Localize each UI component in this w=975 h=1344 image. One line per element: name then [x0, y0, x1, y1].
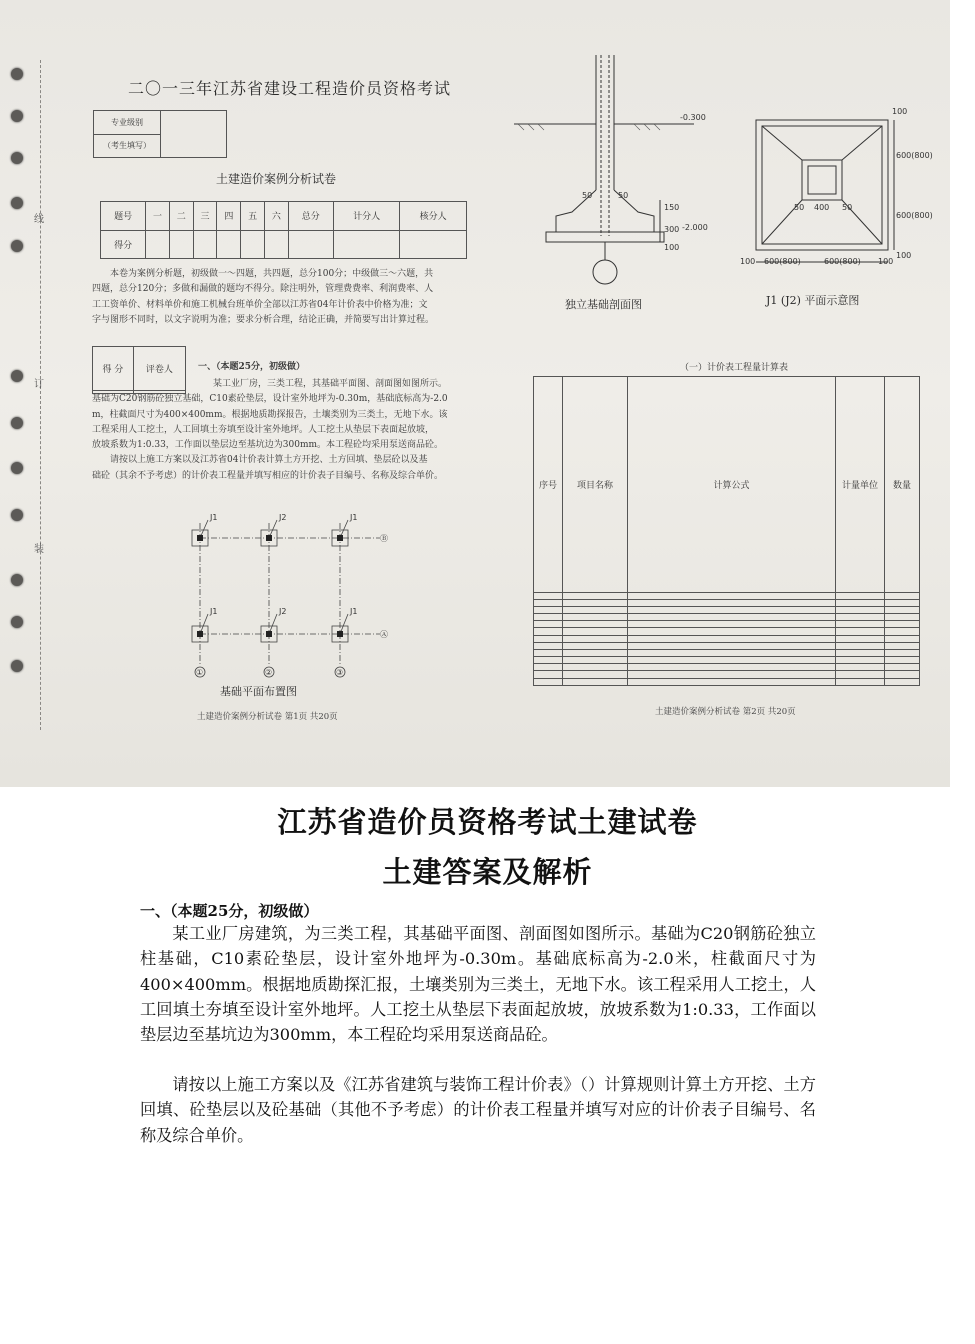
calc-blank-cell	[628, 614, 836, 621]
calc-blank-cell	[885, 599, 920, 606]
plan-dim: 100	[878, 257, 894, 266]
calc-blank-cell	[836, 628, 885, 635]
calc-header-cell: 序号	[534, 377, 563, 593]
calc-blank-cell	[836, 614, 885, 621]
score-header-cell: 三	[193, 202, 217, 231]
plan-dim: 50	[842, 203, 853, 212]
question-line: 请按以上施工方案以及江苏省04计价表计算土方开挖、土方回填、垫层砼以及基	[110, 455, 428, 466]
section-dim: 50	[618, 191, 629, 200]
instructions	[92, 267, 472, 328]
calc-blank-cell	[563, 621, 628, 628]
paragraph: 某工业厂房建筑，为三类工程，其基础平面图、剖面图如图所示。基础为C20钢筋砼独立柱基础，C10素砼垫层，设计室外地坪为-0.30m。基础底标高为-2.0米，柱截面尺寸为400×400mm。根据地质勘探汇报，土壤类别为三类土，无地下水。该工程采用人工挖土，人工回填土夯填至设计室外地坪。人工挖土从垫层下表面起放坡，放坡系数为1:0.33，工作面以垫层边至基坑边为300mm，本工程砼均采用泵送商品砼。	[140, 924, 816, 1045]
calc-blank-row	[534, 635, 920, 642]
footing-plan-bottom-dims	[736, 254, 936, 270]
calc-blank-cell	[534, 606, 563, 613]
major-blank	[161, 111, 227, 158]
axis-label: Ⓑ	[380, 534, 388, 543]
score-header-cell: 总分	[288, 202, 333, 231]
axis-label: ③	[336, 668, 344, 677]
score-table	[100, 201, 467, 259]
instruction-line: 字与图形不同时，以文字说明为准；要求分析合理，结论正确，并简要写出计算过程。	[92, 314, 435, 325]
left-page	[0, 0, 500, 787]
calc-blank-cell	[628, 657, 836, 664]
calc-blank-cell	[534, 635, 563, 642]
calc-blank-cell	[563, 614, 628, 621]
binder-hole	[11, 616, 23, 628]
calc-blank-row	[534, 606, 920, 613]
calc-blank-cell	[885, 621, 920, 628]
calc-blank-cell	[628, 642, 836, 649]
question-line: 某工业厂房，三类工程，其基础平面图、剖面图如图所示。	[213, 379, 448, 389]
calc-blank-cell	[534, 621, 563, 628]
binder-hole	[11, 462, 23, 474]
binder-hole	[11, 152, 23, 164]
plan-dim: 50	[794, 203, 805, 212]
calc-blank-cell	[563, 635, 628, 642]
calc-blank-cell	[628, 606, 836, 613]
calc-blank-cell	[836, 642, 885, 649]
major-label: 专业级别	[94, 111, 161, 135]
axis-label: ②	[265, 668, 273, 677]
calc-blank-cell	[563, 649, 628, 656]
calc-header-cell: 计量单位	[836, 377, 885, 593]
gutter-mark: 线	[34, 214, 44, 225]
calc-blank-cell	[563, 606, 628, 613]
calc-blank-cell	[563, 599, 628, 606]
calc-blank-row	[534, 628, 920, 635]
binder-hole	[11, 197, 23, 209]
calc-header-row	[534, 377, 920, 593]
calc-table-title: （一）计价表工程量计算表	[680, 363, 789, 373]
major-box	[93, 110, 227, 158]
question-header: 一、（本题25分，初级做）	[198, 362, 306, 372]
calc-blank-cell	[836, 635, 885, 642]
footing-label: J2	[279, 607, 287, 616]
plan-detail-caption: J1 (J2) 平面示意图	[766, 294, 860, 307]
calc-blank-cell	[836, 664, 885, 671]
footing-label: J1	[210, 513, 218, 522]
grader-label: 得 分	[93, 347, 134, 391]
footing-plan-detail	[736, 100, 933, 272]
instruction-line: 本卷为案例分析题，初级做一～四题，共四题，总分100分；中级做三～六题，共	[110, 269, 434, 279]
calc-blank-cell	[628, 671, 836, 678]
plan-dim: 600(800)	[764, 257, 801, 266]
calc-blank-cell	[534, 592, 563, 599]
score-header-cell: 核分人	[400, 202, 467, 231]
calc-header-cell: 项目名称	[563, 377, 628, 593]
section-caption: 独立基础剖面图	[565, 298, 642, 311]
score-header-cell: 一	[146, 202, 170, 231]
calc-blank-cell	[885, 642, 920, 649]
calc-blank-row	[534, 657, 920, 664]
section-dim: 150	[664, 203, 680, 212]
plan-dim: 100	[892, 107, 908, 116]
binder-hole	[11, 110, 23, 122]
gutter-mark: 装	[34, 544, 44, 555]
paragraph: 请按以上施工方案以及《江苏省建筑与装饰工程计价表》（）计算规则计算土方开挖、土方回填、砼垫层以及砼基础（其他不予考虑）的计价表工程量并填写对应的计价表子目编号、名称及综合单价。	[140, 1075, 816, 1145]
calc-blank-row	[534, 664, 920, 671]
calc-blank-cell	[563, 657, 628, 664]
major-note: （考生填写）	[94, 134, 161, 158]
calc-blank-row	[534, 599, 920, 606]
calc-blank-cell	[534, 599, 563, 606]
binder-hole	[11, 417, 23, 429]
calc-blank-cell	[885, 614, 920, 621]
axis-label: ①	[196, 668, 204, 677]
calc-blank-cell	[885, 664, 920, 671]
calc-blank-cell	[628, 678, 836, 685]
calc-blank-cell	[885, 678, 920, 685]
plan-dim: 100	[896, 251, 912, 260]
calc-blank-cell	[885, 635, 920, 642]
calc-blank-cell	[563, 628, 628, 635]
paper-title: 二〇一三年江苏省建设工程造价员资格考试	[128, 79, 452, 98]
binder-hole	[11, 509, 23, 521]
calc-blank-cell	[836, 592, 885, 599]
calc-blank-cell	[885, 649, 920, 656]
calc-blank-cell	[628, 664, 836, 671]
elevation-label: -2.000	[682, 223, 708, 232]
calc-blank-cell	[628, 628, 836, 635]
binder-hole	[11, 240, 23, 252]
calc-blank-row	[534, 592, 920, 599]
calc-blank-cell	[534, 657, 563, 664]
question-line: 基础为C20钢筋砼独立基础，C10素砼垫层，设计室外地坪为-0.30m，基础底标高为-2.0	[92, 394, 448, 405]
calc-blank-cell	[836, 657, 885, 664]
calc-blank-cell	[628, 592, 836, 599]
calc-blank-cell	[836, 649, 885, 656]
plan-dim: 600(800)	[896, 211, 933, 220]
calc-blank-cell	[628, 599, 836, 606]
calc-blank-cell	[534, 671, 563, 678]
score-row	[101, 230, 467, 259]
section-heading: 一、（本题25分，初级做）	[140, 902, 319, 920]
score-header-cell: 二	[169, 202, 193, 231]
calc-blank-cell	[628, 621, 836, 628]
calc-blank-cell	[885, 606, 920, 613]
plan-dim: 400	[814, 203, 830, 212]
calc-blank-cell	[836, 621, 885, 628]
elevation-label: -0.300	[680, 113, 706, 122]
plan-caption: 基础平面布置图	[220, 685, 297, 698]
calc-blank-row	[534, 671, 920, 678]
score-header-cell: 六	[264, 202, 288, 231]
score-header-cell: 题号	[101, 202, 146, 231]
calc-blank-cell	[885, 628, 920, 635]
calc-blank-cell	[534, 614, 563, 621]
calc-blank-cell	[628, 649, 836, 656]
doc-subtitle: 土建答案及解析	[382, 855, 593, 889]
calc-blank-row	[534, 621, 920, 628]
calc-blank-cell	[534, 642, 563, 649]
calc-blank-cell	[836, 606, 885, 613]
right-footer: 土建造价案例分析试卷 第2页 共20页	[655, 707, 796, 717]
section-dim: 300	[664, 225, 680, 234]
score-row-label: 得分	[101, 230, 146, 259]
footing-label: J1	[210, 607, 218, 616]
calc-blank-cell	[563, 671, 628, 678]
binding-line	[40, 60, 41, 730]
calc-blank-cell	[563, 592, 628, 599]
footing-label: J1	[350, 607, 358, 616]
calc-blank-row	[534, 614, 920, 621]
question-line: 放坡系数为1:0.33，工作面以垫层边至基坑边为300mm。本工程砼均采用泵送商品砼。	[92, 440, 444, 451]
calc-blank-cell	[563, 678, 628, 685]
plan-dim: 600(800)	[896, 151, 933, 160]
score-header-row	[101, 202, 467, 231]
score-header-cell: 五	[241, 202, 265, 231]
paper-subtitle: 土建造价案例分析试卷	[216, 172, 337, 186]
instruction-line: 工工资单价、材料单价和施工机械台班单价全部以江苏省04年计价表中价格为准；文	[92, 299, 428, 310]
calc-blank-row	[534, 642, 920, 649]
footing-label: J2	[279, 513, 287, 522]
calc-blank-row	[534, 678, 920, 685]
calc-blank-cell	[836, 678, 885, 685]
grader-label: 评卷人	[133, 347, 185, 391]
calc-blank-cell	[534, 664, 563, 671]
calc-table	[533, 376, 920, 686]
calc-blank-cell	[534, 649, 563, 656]
section-drawing	[514, 50, 708, 290]
gutter-mark: 订	[34, 379, 44, 390]
footing-label: J1	[350, 513, 358, 522]
calc-header-cell: 数量	[885, 377, 920, 593]
plan-dim: 100	[740, 257, 756, 266]
foundation-plan	[180, 508, 400, 688]
binder-hole	[11, 370, 23, 382]
calc-blank-row	[534, 649, 920, 656]
calc-blank-cell	[534, 678, 563, 685]
calc-blank-cell	[563, 642, 628, 649]
right-page	[500, 0, 950, 787]
calc-blank-cell	[534, 628, 563, 635]
section-dim: 50	[582, 191, 593, 200]
question-line: m，柱截面尺寸为400×400mm。根据地质勘探报告，土壤类别为三类土，无地下水。该	[92, 409, 448, 420]
score-header-cell: 四	[217, 202, 241, 231]
binder-hole	[11, 660, 23, 672]
doc-title: 江苏省造价员资格考试土建试卷	[277, 805, 698, 839]
score-header-cell: 计分人	[333, 202, 400, 231]
question-text	[92, 377, 477, 484]
calc-blank-cell	[885, 671, 920, 678]
binder-hole	[11, 68, 23, 80]
calc-blank-cell	[885, 657, 920, 664]
calc-blank-cell	[628, 635, 836, 642]
left-footer: 土建造价案例分析试卷 第1页 共20页	[197, 712, 338, 722]
calc-blank-cell	[563, 664, 628, 671]
calc-blank-cell	[885, 592, 920, 599]
axis-label: Ⓐ	[380, 630, 388, 639]
plan-dim: 600(800)	[824, 257, 861, 266]
calc-header-cell: 计算公式	[628, 377, 836, 593]
binder-hole	[11, 574, 23, 586]
calc-blank-cell	[836, 671, 885, 678]
calc-blank-cell	[836, 599, 885, 606]
question-line: 础砼（其余不予考虑）的计价表工程量并填写相应的计价表子目编号、名称及综合单价。	[92, 470, 444, 481]
instruction-line: 四题，总分120分；多做和漏做的题均不得分。除注明外，管理费费率、利润费率、人	[92, 284, 434, 295]
question-line: 工程采用人工挖土，人工回填土夯填至设计室外地坪。人工挖土从垫层下表面起放坡，	[92, 424, 435, 435]
section-dim: 100	[664, 243, 680, 252]
